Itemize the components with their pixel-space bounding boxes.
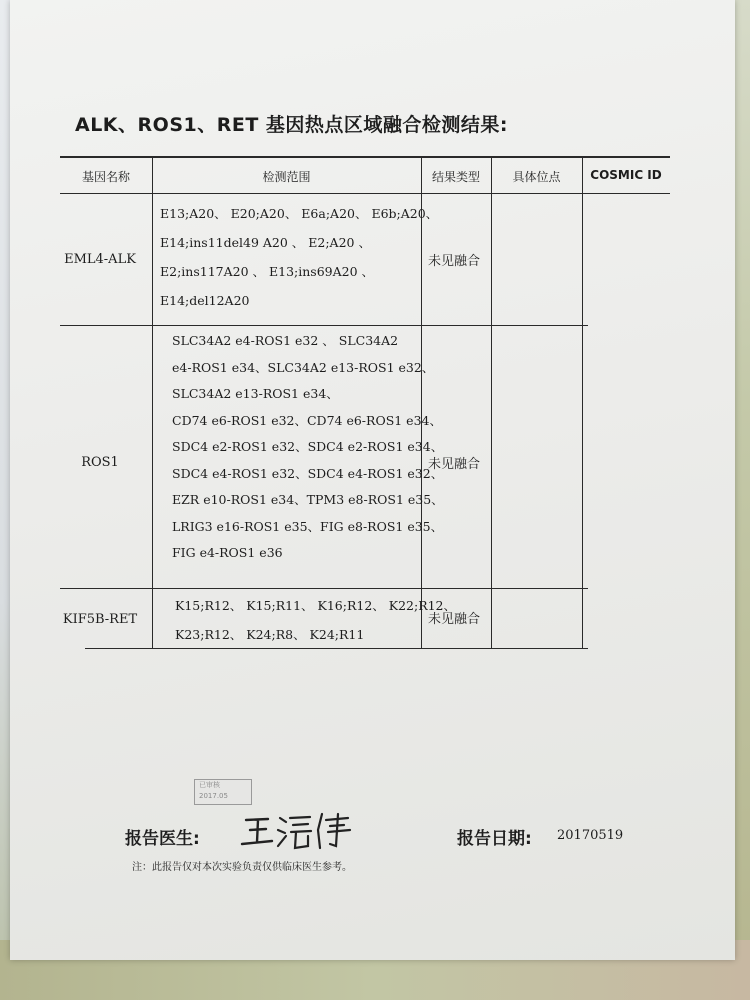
gene-name-kif5b-ret: KIF5B-RET (62, 612, 138, 627)
range-line: K23;R12、 K24;R8、 K24;R11 (175, 627, 365, 642)
report-date: 20170519 (557, 828, 624, 843)
doctor-signature (238, 806, 358, 852)
range-line: K15;R12、 K15;R11、 K16;R12、 K22;R12、 (175, 598, 457, 613)
range-line: SLC34A2 e4-ROS1 e32 、 SLC34A2 (172, 333, 399, 348)
disclaimer-note: 注：此报告仅对本次实验负责仅供临床医生参考。 (132, 862, 352, 873)
range-line: E14;ins11del49 A20 、 E2;A20 、 (160, 235, 371, 250)
result-ros1: 未见融合 (428, 457, 481, 472)
range-line: SDC4 e2-ROS1 e32、SDC4 e2-ROS1 e34、 (172, 439, 444, 454)
header-position: 具体位点 (512, 170, 561, 184)
range-line: LRIG3 e16-ROS1 e35、FIG e8-ROS1 e35、 (172, 518, 444, 534)
table-column-rule (152, 156, 153, 648)
table-column-rule (491, 156, 492, 648)
header-cosmic-id: COSMIC ID (590, 168, 662, 182)
result-eml4-alk: 未见融合 (428, 254, 481, 269)
header-gene-name: 基因名称 (81, 170, 130, 184)
range-line: FIG e4-ROS1 e36 (172, 545, 283, 560)
range-line: EZR e10-ROS1 e34、TPM3 e8-ROS1 e35、 (172, 492, 444, 507)
header-detection-range: 检测范围 (262, 170, 311, 184)
doctor-label: 报告医生: (125, 829, 200, 849)
table-column-rule (582, 156, 583, 648)
range-line: e4-ROS1 e34、SLC34A2 e13-ROS1 e32、 (172, 359, 435, 375)
range-line: SDC4 e4-ROS1 e32、SDC4 e4-ROS1 e32、 (172, 465, 444, 481)
stamp-line: 已审核 (199, 781, 220, 789)
report-paper (10, 0, 735, 960)
gene-name-eml4-alk: EML4-ALK (64, 252, 136, 267)
table-row-rule (60, 325, 588, 326)
gene-name-ros1: ROS1 (81, 455, 119, 470)
range-line: E14;del12A20 (160, 293, 250, 308)
range-line: E13;A20、 E20;A20、 E6a;A20、 E6b;A20、 (160, 206, 439, 221)
review-stamp (194, 779, 252, 805)
report-title: ALK、ROS1、RET 基因热点区域融合检测结果: (75, 114, 509, 136)
stamp-line: 2017.05 (199, 792, 228, 800)
range-line: SLC34A2 e13-ROS1 e34、 (172, 386, 339, 401)
range-line: CD74 e6-ROS1 e32、CD74 e6-ROS1 e34、 (172, 412, 442, 428)
range-line: E2;ins117A20 、 E13;ins69A20 、 (160, 264, 375, 279)
result-kif5b-ret: 未见融合 (428, 612, 481, 627)
range-ros1 (172, 328, 444, 567)
date-label: 报告日期: (457, 829, 532, 849)
header-result-type: 结果类型 (431, 170, 480, 184)
range-eml4-alk (160, 199, 439, 315)
table-row-rule (60, 588, 588, 589)
